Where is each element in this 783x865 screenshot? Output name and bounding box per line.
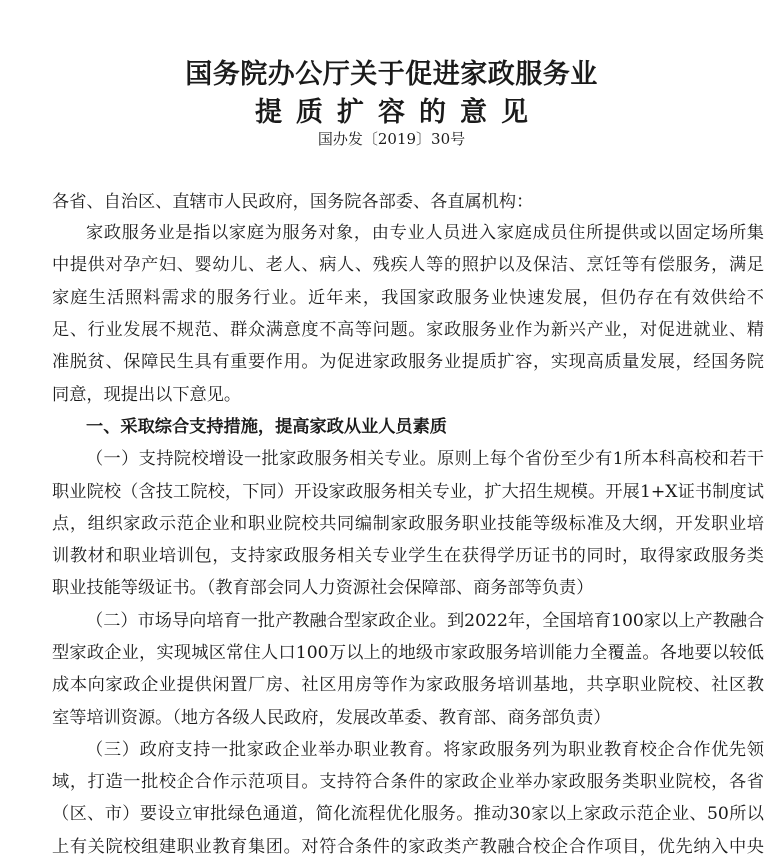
- item-text: 将家政服务列为职业教育校企合作优先领: [443, 740, 764, 760]
- document-title-line-2: 提质扩容的意见: [255, 97, 542, 128]
- item-line: 职业院校（含技工院校，下同）开设家政服务相关专业，扩大招生规模。开展1+X证书制度试: [52, 482, 764, 502]
- item-line: 点，组织家政示范企业和职业院校共同编制家政服务职业技能等级标准及大纲，开发职业培: [52, 514, 764, 534]
- item-line: 成本向家政企业提供闲置厂房、社区用房等作为家政服务培训基地，共享职业院校、社区教: [52, 675, 764, 695]
- item-text: 到2022年，全国培育100家以上产教融合: [446, 611, 764, 631]
- intro-line: 家庭生活照料需求的服务行业。近年来，我国家政服务业快速发展，但仍存在有效供给不: [52, 288, 764, 308]
- intro-line: 准脱贫、保障民生具有重要作用。为促进家政服务业提质扩容，实现高质量发展，经国务院: [52, 352, 764, 372]
- item-line: 室等培训资源。（地方各级人民政府，发展改革委、教育部、商务部负责）: [52, 708, 611, 728]
- document-number: 国办发〔2019〕30号: [317, 130, 466, 148]
- paragraph-first-line: [86, 611, 764, 631]
- intro-line: 同意，现提出以下意见。: [52, 385, 242, 405]
- item-line: 型家政企业，实现城区常住人口100万以上的地级市家政服务培训能力全覆盖。各地要以较低: [52, 643, 764, 663]
- intro-line: 足、行业发展不规范、群众满意度不高等问题。家政服务业作为新兴产业，对促进就业、精: [52, 320, 764, 340]
- item-line: 上有关院校组建职业教育集团。对符合条件的家政类产教融合校企合作项目，优先纳入中央: [52, 837, 764, 857]
- paragraph-first-line: [86, 740, 764, 760]
- item-line: 训教材和职业培训包，支持家政服务相关专业学生在获得学历证书的同时，取得家政服务类: [52, 546, 764, 566]
- item-line: 职业技能等级证书。（教育部会同人力资源社会保障部、商务部等负责）: [52, 578, 594, 598]
- item-line: 域，打造一批校企合作示范项目。支持符合条件的家政企业举办家政服务类职业院校，各省: [52, 772, 764, 792]
- document-title-line-1: 国务院办公厅关于促进家政服务业: [185, 59, 598, 90]
- item-heading: （一）支持院校增设一批家政服务相关专业。: [86, 449, 438, 469]
- salutation: 各省、自治区、直辖市人民政府，国务院各部委、各直属机构：: [52, 192, 534, 212]
- paragraph-first-line: [86, 449, 764, 469]
- item-line: （区、市）要设立审批绿色通道，简化流程优化服务。推动30家以上家政示范企业、50所以: [52, 804, 764, 824]
- item-text: 原则上每个省份至少有1所本科高校和若干: [437, 449, 764, 469]
- item-heading: （三）政府支持一批家政企业举办职业教育。: [86, 740, 444, 760]
- section-heading: 一、采取综合支持措施，提高家政从业人员素质: [86, 417, 447, 437]
- item-heading: （二）市场导向培育一批产教融合型家政企业。: [86, 611, 447, 631]
- intro-line: 中提供对孕产妇、婴幼儿、老人、病人、残疾人等的照护以及保洁、烹饪等有偿服务，满足: [52, 255, 764, 275]
- intro-line: 家政服务业是指以家庭为服务对象，由专业人员进入家庭成员住所提供或以固定场所集: [86, 223, 764, 243]
